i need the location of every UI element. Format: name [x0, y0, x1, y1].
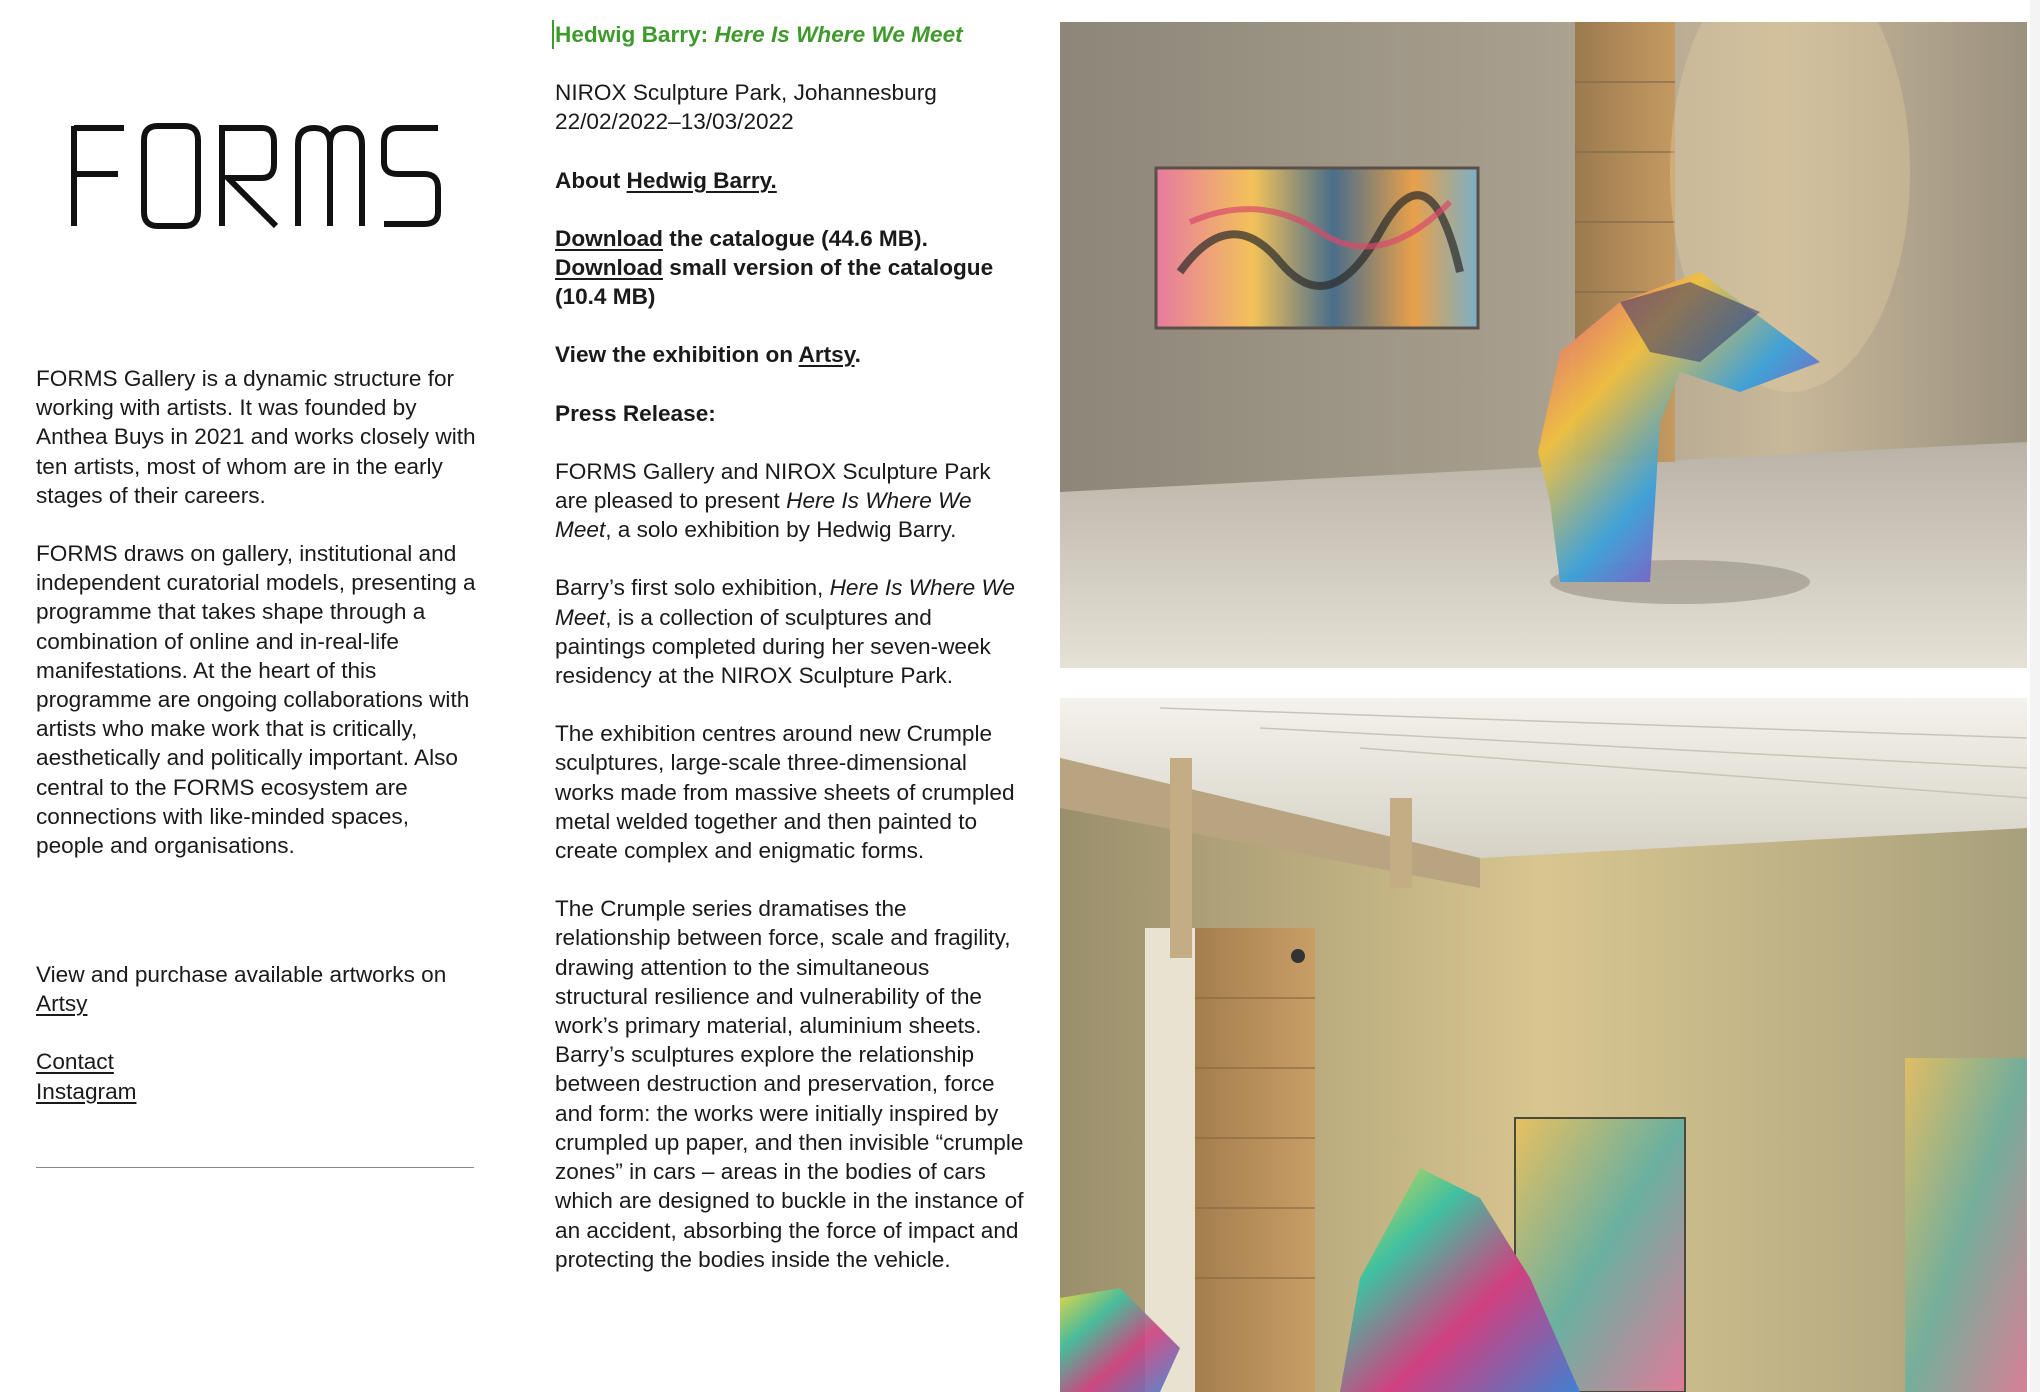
download-lines	[555, 224, 1025, 312]
about-artist-link[interactable]: Hedwig Barry.	[626, 167, 777, 193]
press-release-heading: Press Release:	[555, 400, 716, 426]
exhibition-photo-1[interactable]	[1060, 22, 2027, 668]
exhibition-text	[555, 20, 1025, 1303]
press-p2-italic: Here Is Where We Meet	[555, 575, 1015, 630]
press-p1-text-end: , a solo exhibition by Hedwig Barry.	[605, 517, 957, 543]
gallery-photo-image	[1060, 22, 2027, 668]
press-paragraph-1	[555, 457, 1025, 545]
artsy-line	[555, 340, 1025, 369]
venue: NIROX Sculpture Park, Johannesburg	[555, 80, 937, 106]
instagram-link[interactable]: Instagram	[36, 1078, 137, 1104]
exhibition-photo-2[interactable]	[1060, 698, 2027, 1392]
download-catalogue-text: the catalogue (44.6 MB).	[662, 225, 928, 251]
about-prefix: About	[555, 167, 627, 193]
forms-logo[interactable]	[66, 122, 446, 230]
exhibition-title-italic: Here Is Where We Meet	[714, 22, 963, 47]
exhibition-artsy-link[interactable]: Artsy	[798, 342, 855, 368]
gallery-interior-image	[1060, 698, 2027, 1392]
sidebar-links	[36, 960, 476, 1106]
press-paragraph-2	[555, 573, 1025, 690]
press-p1-italic: Here Is Where We Meet	[555, 488, 972, 543]
download-catalogue-link[interactable]: Download	[555, 225, 663, 251]
about-line	[555, 166, 1025, 195]
venue-dates	[555, 78, 1025, 136]
forms-logo-icon	[66, 122, 446, 230]
press-p1-text: FORMS Gallery and NIROX Sculpture Park are pleased to present	[555, 458, 991, 514]
intro-paragraph-2: FORMS draws on gallery, institutional and independent curatorial models, presenting a programme that takes shape through a combination of online and in-real-life manifestations. At the heart of this programme are ongoing collaborations with artists who make work that is critically, aesthetically and politically important. Also central to the FORMS ecosystem are connections with like-minded spaces, people and organisations.	[36, 541, 476, 859]
page-scrollbar[interactable]	[2030, 0, 2040, 1392]
artworks-line	[36, 960, 476, 1018]
intro-paragraph-1: FORMS Gallery is a dynamic structure for working with artists. It was founded by Anthea Buys in 2021 and works closely with ten artists, most of whom are in the early stages of their careers.	[36, 366, 476, 508]
press-paragraph-4: The Crumple series dramatises the relationship between force, scale and fragility, drawing attention to the simultaneous structural resilience and vulnerability of the work’s primary material, aluminium sheets. Barry’s sculptures explore the relationship between destruction and preservation, force and form: the works were initially inspired by crumpled up paper, and then invisible “crumple zones” in cars – areas in the bodies of cars which are designed to buckle in the instance of an accident, absorbing the force of impact and protecting the bodies inside the vehicle.	[555, 896, 1024, 1272]
sidebar-divider	[36, 1167, 474, 1168]
artworks-text: View and purchase available artworks on	[36, 962, 447, 987]
dates: 22/02/2022–13/03/2022	[555, 109, 794, 135]
artsy-suffix: .	[854, 342, 861, 368]
press-p2-text: Barry’s first solo exhibition,	[555, 575, 830, 601]
artsy-prefix: View the exhibition on	[555, 342, 799, 368]
press-p2-text-end: , is a collection of sculptures and paintings completed during her seven-week residency at the NIROX Sculpture Park.	[555, 604, 991, 689]
download-small-catalogue-text: small version of the catalogue (10.4 MB)	[555, 255, 994, 310]
sidebar-artsy-link[interactable]: Artsy	[36, 991, 88, 1017]
press-paragraph-3: The exhibition centres around new Crumple sculptures, large-scale three-dimensional works made from massive sheets of crumpled metal welded together and then painted to create complex and enigmatic forms.	[555, 721, 1015, 864]
gallery-intro	[36, 364, 476, 889]
download-small-catalogue-link[interactable]: Download	[555, 255, 663, 281]
artist-name: Hedwig Barry:	[555, 22, 715, 47]
exhibition-title	[552, 20, 1025, 49]
contact-link[interactable]: Contact	[36, 1049, 114, 1075]
